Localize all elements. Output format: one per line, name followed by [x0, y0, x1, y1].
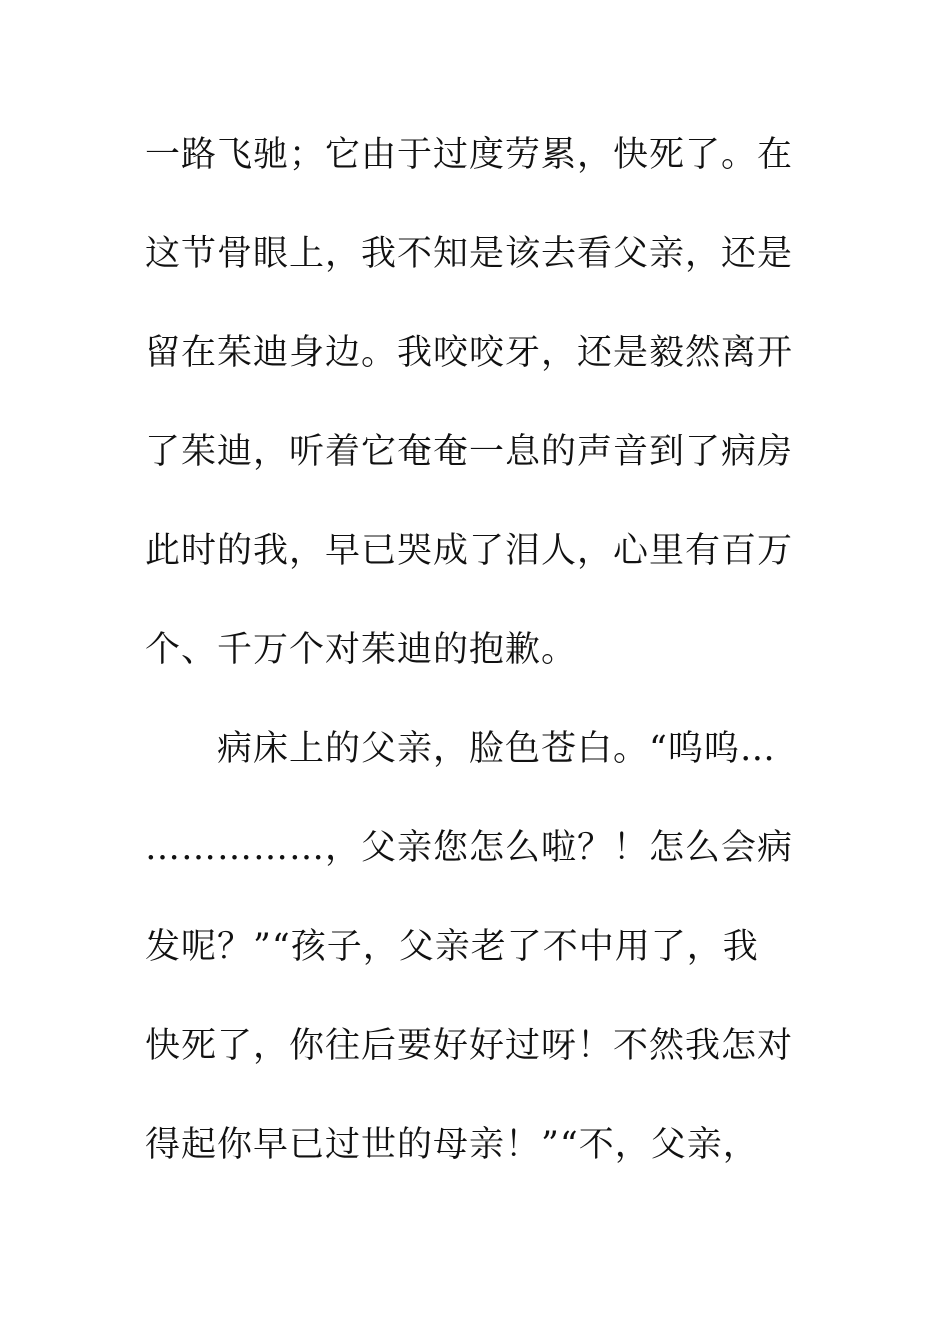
text-line: 得起你早已过世的母亲！”“不，父亲， [145, 1125, 759, 1165]
text-line: 留在茱迪身边。我咬咬牙，还是毅然离开 [145, 333, 794, 373]
text-line: ……………，父亲您怎么啦？！怎么会病 [145, 828, 794, 868]
text-line: 个、千万个对茱迪的抱歉。 [145, 630, 578, 670]
paragraph-first-line: 病床上的父亲，脸色苍白。“呜呜… [217, 729, 776, 769]
text-line: 这节骨眼上，我不知是该去看父亲，还是 [145, 234, 794, 274]
text-line: 此时的我，早已哭成了泪人，心里有百万 [145, 531, 794, 571]
text-line: 发呢？”“孩子，父亲老了不中用了，我 [145, 927, 759, 967]
body-text [145, 123, 810, 1212]
text-line: 一路飞驰；它由于过度劳累，快死了。在 [145, 135, 794, 175]
text-line: 了茱迪，听着它奄奄一息的声音到了病房 [145, 432, 794, 472]
text-line: 快死了，你往后要好好过呀！不然我怎对 [145, 1026, 794, 1066]
